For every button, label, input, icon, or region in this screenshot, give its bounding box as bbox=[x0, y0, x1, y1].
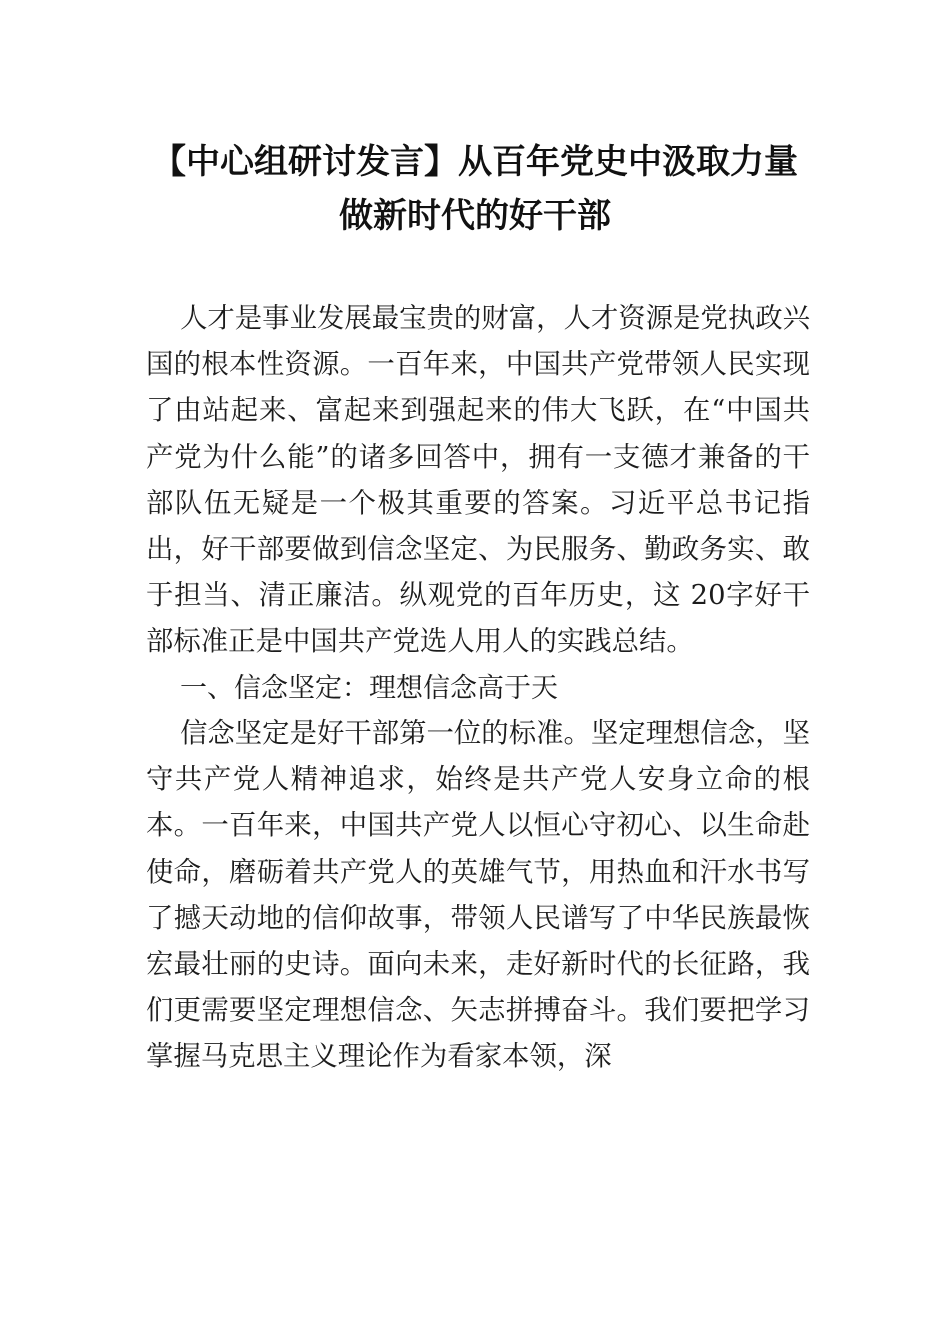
body-paragraph-2: 信念坚定是好干部第一位的标准。坚定理想信念，坚守共产党人精神追求，始终是共产党人安身立命的根本。一百年来，中国共产党人以恒心守初心、以生命赴使命，磨砺着共产党人的英雄气节，用热血和汗水书写了撼天动地的信仰故事，带领人民谱写了中华民族最恢宏最壮丽的史诗。面向未来，走好新时代的长征路，我们更需要坚定理想信念、矢志拼搏奋斗。我们要把学习掌握马克思主义理论作为看家本领，深 bbox=[146, 718, 810, 1073]
body-paragraph-1: 人才是事业发展最宝贵的财富，人才资源是党执政兴国的根本性资源。一百年来，中国共产党带领人民实现了由站起来、富起来到强起来的伟大飞跃，在“中国共产党为什么能”的诸多回答中，拥有一支德才兼备的干部队伍无疑是一个极其重要的答案。习近平总书记指出，好干部要做到信念坚定、为民服务、勤政务实、敢于担当、清正廉洁。纵观党的百年历史，这 20字好干部标准正是中国共产党选人用人的实践总结。 bbox=[146, 303, 810, 658]
section-heading-1: 一、信念坚定：理想信念高于天 bbox=[180, 673, 558, 704]
document-title-line-2: 做新时代的好干部 bbox=[339, 196, 611, 236]
document-title-line-1: 【中心组研讨发言】从百年党史中汲取力量 bbox=[152, 142, 798, 182]
